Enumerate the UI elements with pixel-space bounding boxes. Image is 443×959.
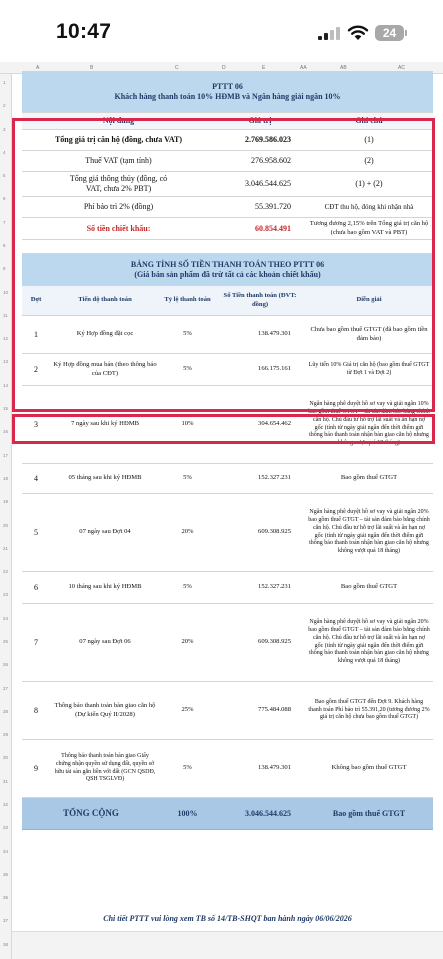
summary-content[interactable]: Tổng giá trị căn hộ (đồng, chưa VAT) — [54, 135, 183, 144]
discount-label[interactable]: Số tiền chiết khấu: — [86, 223, 151, 233]
row-number[interactable]: 22 — [3, 569, 9, 575]
row-progress[interactable]: Ký Hợp đồng mua bán (theo thông báo của CĐT) — [53, 361, 157, 377]
schedule-header-row — [22, 286, 433, 316]
table-row — [22, 604, 433, 682]
row-explain[interactable]: Không bao gồm thuế GTGT — [331, 764, 407, 772]
row-explain[interactable]: Ngân hàng phê duyệt hồ sơ vay và giải ngân 20% bao gồm thuế GTGT – tài sản đảm bảo bằng chính căn hộ. Chủ đầu tư hỗ trợ lãi suất và ân hạn nợ gốc (tính từ ngày giải ngân đến thời điểm gửi thông báo thanh toán nhận bàn giao căn hộ nhưng không vượt quá 18 tháng) — [308, 619, 430, 664]
row-number[interactable]: 17 — [3, 452, 9, 458]
summary-content[interactable]: Tổng giá thông thủy (đồng, có VAT, chưa 2% PBT) — [69, 174, 168, 193]
row-number[interactable]: 24 — [3, 615, 9, 621]
table-row — [22, 494, 433, 572]
schedule-subtitle: (Giá bán sản phẩm đã trừ tất cả các khoản chiết khấu) — [134, 269, 321, 279]
row-rate[interactable]: 5% — [183, 764, 192, 772]
row-progress[interactable]: 07 ngày sau Đợt 06 — [79, 638, 131, 646]
row-amount[interactable]: 166.175.161 — [258, 365, 291, 373]
row-progress[interactable]: Ký Hợp đồng đặt cọc — [76, 330, 134, 338]
summary-value[interactable]: 3.046.544.625 — [245, 179, 291, 188]
row-amount[interactable]: 152.327.231 — [258, 583, 291, 591]
col-period[interactable]: Đợt — [30, 296, 42, 304]
schedule-title-row — [22, 254, 433, 286]
row-number[interactable]: 12 — [3, 336, 9, 342]
row-explain[interactable]: Bao gồm thuế GTGT — [340, 583, 398, 591]
row-rate[interactable]: 5% — [183, 330, 192, 338]
row-explain[interactable]: Ngân hàng phê duyệt hồ sơ vay và giải ngân 10% bao gồm thuế GTGT – tài sản đảm bảo bằng chính căn hộ. Chủ đầu tư hỗ trợ lãi suất và ân hạn nợ gốc (tính từ ngày giải ngân đến thời điểm gửi thông báo thanh toán nhận bàn giao căn hộ nhưng không vượt quá 18 tháng) — [308, 401, 430, 446]
row-number[interactable]: 32 — [3, 801, 9, 807]
row-number[interactable]: 25 — [3, 638, 9, 644]
row-amount[interactable]: 609.308.925 — [258, 528, 291, 536]
summary-note[interactable]: (2) — [364, 156, 374, 165]
col-amount[interactable]: Số Tiền thanh toán (ĐVT: đồng) — [223, 292, 297, 308]
row-number[interactable]: 35 — [3, 871, 9, 877]
row-explain[interactable]: Lũy tiến 10% Giá trị căn hộ (bao gồm thuế GTGT từ Đợt 1 và Đợt 2) — [308, 361, 430, 376]
row-number[interactable]: 16 — [3, 429, 9, 435]
status-bar — [0, 0, 443, 62]
total-explain[interactable]: Bao gồm thuế GTGT — [332, 808, 406, 818]
col-progress[interactable]: Tiến độ thanh toán — [78, 296, 132, 304]
column-letter[interactable]: AC — [398, 65, 405, 71]
row-number[interactable]: 19 — [3, 499, 9, 505]
row-rate[interactable]: 5% — [183, 474, 192, 482]
row-number[interactable]: 18 — [3, 475, 9, 481]
column-letter[interactable]: AA — [300, 65, 307, 71]
discount-note[interactable]: Tương đương 2,15% trên Tổng giá trị căn hộ (chưa bao gồm VAT và PBT) — [309, 220, 429, 236]
row-number[interactable]: 30 — [3, 755, 9, 761]
table-row — [22, 316, 433, 354]
column-letter[interactable]: C — [175, 65, 179, 71]
footnote: Chi tiết PTTT vui lòng xem TB số 14/TB-SHQT ban hành ngày 06/06/2026 — [103, 914, 352, 923]
spacer-row — [22, 240, 433, 254]
header-title: PTTT 06 — [212, 81, 243, 91]
row-progress[interactable]: 10 tháng sau khi ký HĐMB — [68, 583, 142, 591]
row-progress[interactable]: Thông báo thanh toán bàn giao căn hộ (Dự kiến Quý II/2028) — [54, 702, 156, 718]
summary-col-content[interactable]: Nội dung — [102, 116, 135, 125]
row-period[interactable]: 4 — [34, 473, 38, 483]
row-number[interactable]: 26 — [3, 662, 9, 668]
row-number[interactable]: 11 — [3, 312, 8, 318]
wifi-icon — [347, 25, 369, 41]
row-number[interactable]: 3 — [3, 126, 6, 132]
row-number[interactable]: 6 — [3, 196, 6, 202]
row-number[interactable]: 4 — [3, 149, 6, 155]
row-progress[interactable]: Thông báo thanh toán bàn giao Giấy chứng nhận quyền sử dụng đất, quyền sở hữu tài sản gắn liền với đất (GCN QSDĐ, QSH TSGLVĐ) — [54, 753, 156, 783]
table-row — [22, 740, 433, 798]
summary-content[interactable]: Phí bảo trì 2% (đồng) — [83, 202, 154, 211]
sheet-bottom-bar — [12, 931, 443, 959]
table-row — [22, 386, 433, 464]
total-amount[interactable]: 3.046.544.625 — [245, 808, 291, 818]
row-number[interactable]: 31 — [3, 778, 9, 784]
row-number[interactable]: 34 — [3, 848, 9, 854]
table-row — [22, 354, 433, 386]
summary-note[interactable]: CĐT thu hộ, đóng khi nhận nhà — [324, 202, 414, 211]
total-rate[interactable]: 100% — [177, 808, 198, 818]
status-time: 10:47 — [56, 20, 112, 43]
header-subtitle: Khách hàng thanh toán 10% HĐMB và Ngân hàng giải ngân 10% — [114, 91, 341, 101]
row-amount[interactable]: 609.308.925 — [258, 638, 291, 646]
row-number[interactable]: 36 — [3, 895, 9, 901]
summary-value[interactable]: 276.958.602 — [251, 156, 291, 165]
col-rate[interactable]: Tỷ lệ thanh toán — [164, 296, 211, 304]
row-number[interactable]: 5 — [3, 173, 6, 179]
row-amount[interactable]: 138.479.301 — [258, 764, 291, 772]
column-letter[interactable]: AB — [340, 65, 347, 71]
table-row — [22, 464, 433, 494]
row-number[interactable]: 8 — [3, 243, 6, 249]
col-explain[interactable]: Diễn giải — [356, 296, 382, 304]
row-progress[interactable]: 07 ngày sau Đợt 04 — [79, 528, 131, 536]
schedule-title-cell[interactable] — [22, 254, 433, 285]
summary-value[interactable]: 2.769.586.023 — [245, 135, 291, 144]
row-number[interactable]: 23 — [3, 592, 9, 598]
row-period[interactable]: 2 — [34, 364, 38, 374]
row-rate[interactable]: 20% — [181, 528, 194, 536]
summary-row — [22, 172, 433, 197]
summary-note[interactable]: (1) + (2) — [355, 179, 383, 188]
row-rate[interactable]: 20% — [181, 638, 194, 646]
total-label[interactable]: TỔNG CỘNG — [63, 807, 119, 818]
summary-header-row — [22, 113, 433, 130]
header-title-row — [22, 71, 433, 113]
row-amount[interactable]: 138.479.301 — [258, 330, 291, 338]
battery-icon: 24 — [375, 25, 404, 41]
row-period[interactable]: 8 — [34, 705, 38, 715]
row-number[interactable]: 1 — [3, 80, 6, 85]
row-amount[interactable]: 304.654.462 — [258, 420, 291, 428]
column-letter[interactable]: E — [262, 65, 266, 71]
row-period[interactable]: 3 — [34, 419, 38, 429]
column-letter[interactable]: A — [36, 65, 40, 71]
row-explain[interactable]: Bao gồm thuế GTGT đến Đợt 9. Khách hàng thanh toán Phí bảo trì 55.391,20 (tương đương 2% giá trị căn hộ chưa bao gồm thuế GTGT) — [308, 698, 430, 721]
row-number[interactable]: 37 — [3, 918, 9, 924]
row-header-bar — [0, 74, 12, 959]
row-number[interactable]: 38 — [3, 941, 9, 947]
row-number[interactable]: 27 — [3, 685, 9, 691]
cellular-signal-icon — [318, 27, 340, 40]
row-rate[interactable]: 25% — [181, 706, 194, 714]
row-number[interactable]: 10 — [3, 289, 9, 295]
summary-content[interactable]: Thuế VAT (tạm tính) — [85, 156, 152, 165]
table-row — [22, 572, 433, 604]
table-row — [22, 682, 433, 740]
row-period[interactable]: 7 — [34, 637, 38, 647]
summary-row — [22, 130, 433, 151]
discount-value[interactable]: 60.854.491 — [255, 223, 291, 233]
summary-value[interactable]: 55.391.720 — [255, 202, 291, 211]
row-number[interactable]: 7 — [3, 219, 6, 225]
row-period[interactable]: 6 — [34, 582, 38, 592]
row-number[interactable]: 33 — [3, 825, 9, 831]
row-rate[interactable]: 5% — [183, 365, 192, 373]
row-number[interactable]: 13 — [3, 359, 9, 365]
payment-table — [22, 71, 433, 830]
row-rate[interactable]: 5% — [183, 583, 192, 591]
row-number[interactable]: 21 — [3, 545, 9, 551]
row-amount[interactable]: 152.327.231 — [258, 474, 291, 482]
row-period[interactable]: 1 — [34, 329, 38, 339]
row-number[interactable]: 9 — [3, 266, 6, 272]
row-period[interactable]: 9 — [34, 763, 38, 773]
row-amount[interactable]: 775.484.088 — [258, 706, 291, 714]
row-explain[interactable]: Ngân hàng phê duyệt hồ sơ vay và giải ngân 20% bao gồm thuế GTGT – tài sản đảm bảo bằng chính căn hộ. Chủ đầu tư hỗ trợ lãi suất và ân hạn nợ gốc (tính từ ngày giải ngân đến thời điểm gửi thông báo thanh toán nhận bàn giao căn hộ nhưng không vượt quá 18 tháng) — [308, 509, 430, 554]
row-explain[interactable]: Chưa bao gồm thuế GTGT (đã bao gồm tiền đảm bảo) — [310, 326, 428, 342]
summary-row-discount — [22, 218, 433, 240]
row-number[interactable]: 15 — [3, 406, 9, 412]
row-period[interactable]: 5 — [34, 527, 38, 537]
row-number[interactable]: 14 — [3, 382, 9, 388]
row-number[interactable]: 20 — [3, 522, 9, 528]
summary-row — [22, 197, 433, 218]
row-number[interactable]: 28 — [3, 708, 9, 714]
column-letter[interactable]: D — [222, 65, 226, 71]
row-rate[interactable]: 10% — [181, 420, 194, 428]
column-letter[interactable]: B — [90, 65, 94, 71]
summary-row — [22, 151, 433, 172]
row-number[interactable]: 2 — [3, 103, 6, 109]
row-number[interactable]: 29 — [3, 732, 9, 738]
summary-col-value[interactable]: Giá trị — [248, 116, 272, 125]
header-title-cell[interactable] — [22, 71, 433, 112]
schedule-title: BẢNG TÍNH SỐ TIỀN THANH TOÁN THEO PTTT 06 — [130, 259, 325, 269]
row-progress[interactable]: 7 ngày sau khi ký HĐMB — [71, 420, 139, 428]
row-progress[interactable]: 05 tháng sau khi ký HĐMB — [68, 474, 142, 482]
total-row — [22, 798, 433, 830]
row-explain[interactable]: Bao gồm thuế GTGT — [340, 474, 398, 482]
summary-note[interactable]: (1) — [364, 135, 374, 144]
summary-col-note[interactable]: Ghi chú — [355, 116, 383, 125]
